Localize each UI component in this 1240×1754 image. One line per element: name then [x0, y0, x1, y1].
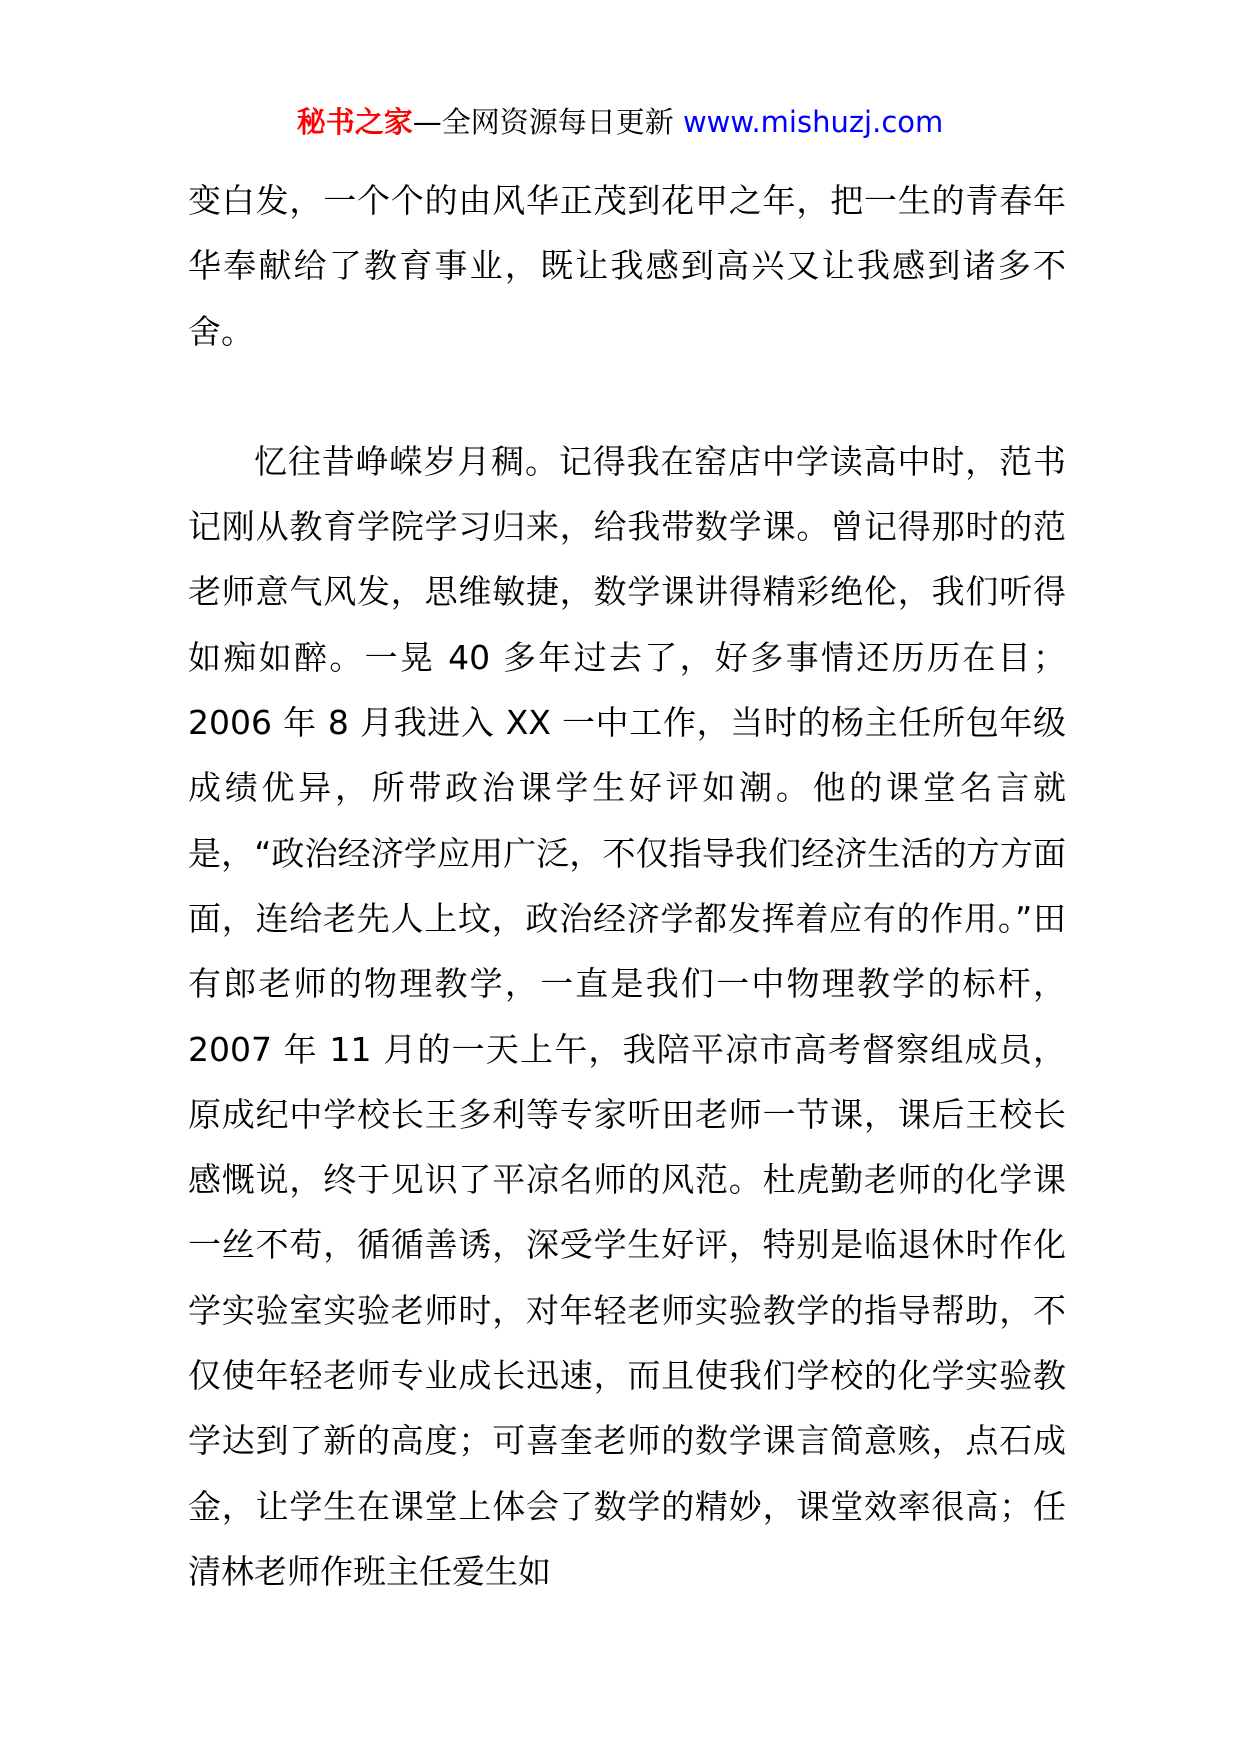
brand-name: 秘书之家	[296, 105, 413, 139]
header-tagline: —全网资源每日更新	[412, 105, 683, 139]
site-url-link[interactable]: www.mishuzj.com	[682, 105, 944, 139]
paragraph-memories: 忆往昔峥嵘岁月稠。记得我在窑店中学读高中时，范书记刚从教育学院学习归来，给我带数学课。曾记得那时的范老师意气风发，思维敏捷，数学课讲得精彩绝伦，我们听得如痴如醉。一晃 40 多年过去了，好多事情还历历在目；2006 年 8 月我进入 XX 一中工作，当时的杨主任所包年级成绩优异，所带政治课学生好评如潮。他的课堂名言就是，“政治经济学应用广泛，不仅指导我们经济生活的方方面面，连给老先人上坟，政治经济学都发挥着应有的作用。”田有郎老师的物理教学，一直是我们一中物理教学的标杆，2007 年 11 月的一天上午，我陪平凉市高考督察组成员，原成纪中学校长王多利等专家听田老师一节课，课后王校长感慨说，终于见识了平凉名师的风范。杜虎勤老师的化学课一丝不苟，循循善诱，深受学生好评，特别是临退休时作化学实验室实验老师时，对年轻老师实验教学的指导帮助，不仅使年轻老师专业成长迅速，而且使我们学校的化学实验教学达到了新的高度；可喜奎老师的数学课言简意赅，点石成金，让学生在课堂上体会了数学的精妙，课堂效率很高；任清林老师作班主任爱生如	[188, 441, 1066, 1591]
site-header	[0, 102, 1240, 142]
paragraph-continued: 变白发，一个个的由风华正茂到花甲之年，把一生的青春年华奉献给了教育事业，既让我感到高兴又让我感到诸多不舍。	[188, 181, 1066, 351]
document-body	[188, 168, 1066, 1604]
